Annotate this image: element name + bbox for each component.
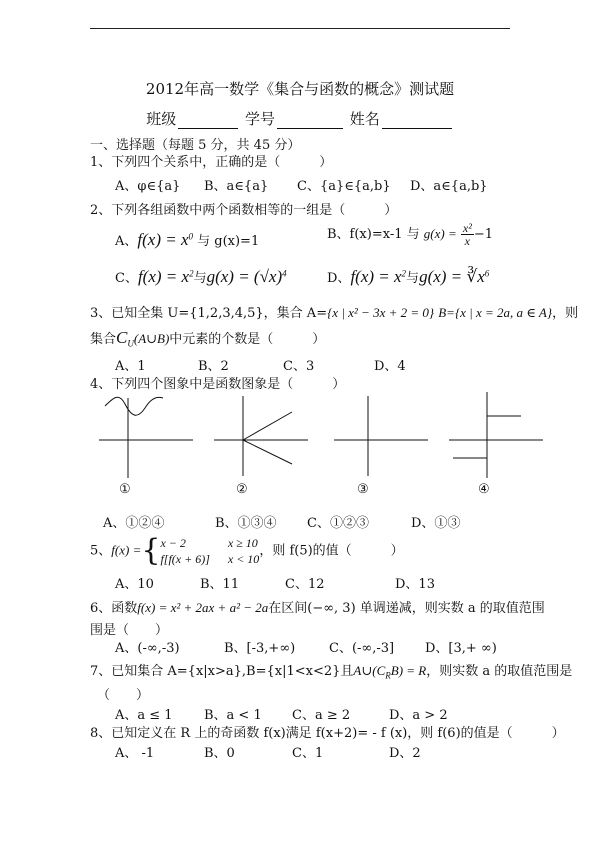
class-label: 班级 [146, 110, 177, 128]
id-blank[interactable] [277, 114, 343, 129]
student-info-line [0, 108, 600, 129]
graph-4-label: ④ [478, 482, 490, 497]
q8-option-a: A、 -1 [115, 746, 155, 761]
q1-option-b: B、a∈{a} [204, 179, 269, 194]
page-title: 2012年高一数学《集合与函数的概念》测试题 [145, 80, 455, 98]
name-blank[interactable] [382, 114, 452, 129]
q4-option-a: A、①②④ [103, 516, 165, 531]
q4-option-b: B、①③④ [215, 516, 277, 531]
q3-option-c: C、3 [283, 359, 315, 374]
q6-option-b: B、[-3,+∞) [224, 641, 296, 656]
q1-option-c: C、{a}∈{a,b} [297, 179, 391, 194]
q5-option-c: C、12 [285, 577, 325, 592]
q7-option-a: A、a ≤ 1 [115, 708, 173, 723]
graph-4 [445, 390, 545, 480]
graph-3 [330, 390, 430, 480]
q5-option-d: D、13 [395, 577, 435, 592]
question-7-line2: （ ） [97, 688, 150, 703]
question-1: 1、下列四个关系中，正确的是（ ） [90, 155, 333, 170]
question-7-line1: 7、已知集合 A={x|x>a},B={x|1<x<2}且$A\cup(C_RB) = R$，则实数 a 的取值范围是 [90, 663, 573, 681]
q1-option-a: A、φ∈{a} [115, 179, 181, 194]
q8-option-d: D、2 [389, 746, 421, 761]
top-rule [90, 28, 510, 29]
class-blank[interactable] [178, 114, 238, 129]
q2-option-a: A、$f(x) = x^0$ 与 g(x)=1 [115, 230, 260, 249]
question-8: 8、已知定义在 R 上的奇函数 f(x)满足 f(x+2)= - f (x)，则 f(6)的值是（ ） [90, 726, 565, 741]
q6-option-a: A、(-∞,-3) [115, 641, 180, 656]
q2-option-c: C、$f(x) = x^2$与$g(x) = (√x)^4$ [115, 267, 287, 286]
q3-option-d: D、4 [374, 359, 406, 374]
q2-option-b: B、f(x)=x-1 与 g(x) = $\frac{\text{x²}}{x}$ −1 [327, 221, 493, 248]
question-4: 4、下列四个图象中是函数图象是（ ） [90, 377, 346, 392]
name-label: 姓名 [349, 110, 380, 128]
question-6-line2: 围是（ ） [90, 623, 169, 638]
question-3-line1: 3、已知全集 U={1,2,3,4,5}，集合 A={x | x² − 3x + 2 = 0} B={x | x = 2a, a ∈ A}，则 [90, 305, 579, 321]
q2-option-d: D、$f(x) = x^2$与$g(x) = ∛x^6$ [327, 267, 490, 286]
q7-option-c: C、a ≥ 2 [292, 708, 351, 723]
q6-option-c: C、(-∞,-3] [329, 641, 395, 656]
id-label: 学号 [244, 110, 275, 128]
q1-option-d: D、a∈{a,b} [410, 179, 488, 194]
question-3-line2: 集合$C_U(A\cup B)$中元素的个数是（ ） [90, 328, 326, 349]
question-6-line1: 6、函数f(x) = x² + 2ax + a² − 2a在区间(−∞, 3) 单调递减，则实数 a 的取值范围 [90, 600, 545, 616]
graph-2-label: ② [236, 482, 248, 497]
q4-option-d: D、①③ [411, 516, 461, 531]
question-5: 5、f(x) ={ x − 2 f[f(x + 6)] x ≥ 10 x < 10 ，则 f(5)的值（ ） [90, 533, 404, 568]
graph-3-label: ③ [357, 482, 369, 497]
graph-1-label: ① [119, 482, 131, 497]
q4-option-c: C、①②③ [307, 516, 369, 531]
graph-2 [210, 390, 310, 480]
section-heading: 一、选择题（每题 5 分，共 45 分） [90, 138, 301, 153]
graph-1 [95, 390, 195, 480]
q8-option-c: C、1 [292, 746, 324, 761]
q5-option-a: A、10 [115, 577, 154, 592]
q7-option-d: D、a > 2 [389, 708, 448, 723]
q5-option-b: B、11 [200, 577, 240, 592]
q8-option-b: B、0 [204, 746, 235, 761]
q7-option-b: B、a < 1 [204, 708, 262, 723]
question-2: 2、下列各组函数中两个函数相等的一组是（ ） [90, 203, 398, 218]
q6-option-d: D、[3,+ ∞) [425, 641, 497, 656]
q3-option-b: B、2 [198, 359, 229, 374]
q3-option-a: A、1 [115, 359, 146, 374]
